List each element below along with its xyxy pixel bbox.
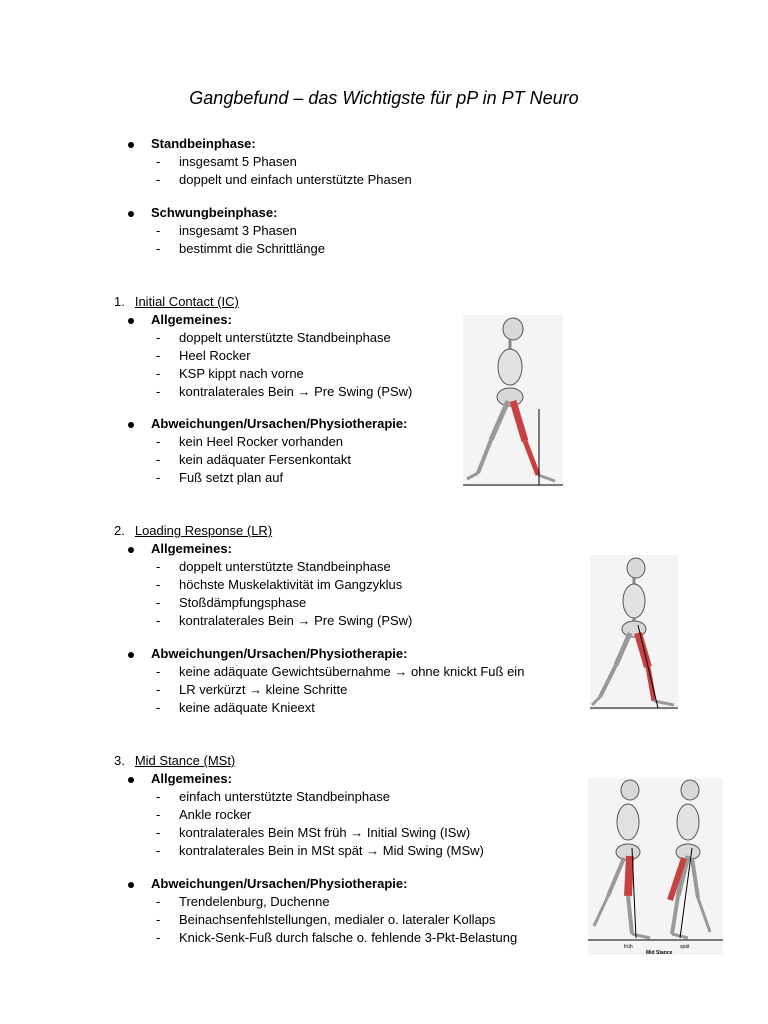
intro-label-swing: Schwungbeinphase:: [151, 205, 278, 220]
deviation-label: Abweichungen/Ursachen/Physiotherapie:: [151, 876, 408, 891]
dash: -: [156, 613, 161, 628]
list-item: Ankle rocker: [179, 807, 252, 822]
dash: -: [156, 825, 161, 840]
list-item: kein Heel Rocker vorhanden: [179, 434, 344, 449]
gait-figure-loading-response: [590, 555, 678, 710]
list-item: doppelt und einfach unterstützte Phasen: [179, 172, 412, 187]
list-item: Heel Rocker: [179, 348, 251, 363]
bullet-dot: [128, 211, 134, 217]
dash: -: [156, 682, 161, 697]
caption-mid-stance: Mid Stance: [646, 950, 673, 955]
bullet-dot: [128, 318, 134, 324]
deviation-label: Abweichungen/Ursachen/Physiotherapie:: [151, 646, 408, 661]
dash: -: [156, 154, 161, 169]
dash: -: [156, 366, 161, 381]
dash: -: [156, 894, 161, 909]
list-item: Fuß setzt plan auf: [179, 470, 284, 485]
general-label: Allgemeines:: [151, 771, 232, 786]
general-label: Allgemeines:: [151, 312, 232, 327]
list-item: höchste Muskelaktivität im Gangzyklus: [179, 577, 403, 592]
list-item: kontralaterales Bein → Pre Swing (PSw): [179, 613, 413, 628]
page-title: Gangbefund – das Wichtigste für pP in PT Neuro: [189, 88, 579, 108]
bullet-dot: [128, 142, 134, 148]
list-item: doppelt unterstützte Standbeinphase: [179, 559, 391, 574]
dash: -: [156, 223, 161, 238]
section-number: 1.: [114, 294, 125, 309]
dash: -: [156, 330, 161, 345]
bullet-dot: [128, 777, 134, 783]
caption-early: früh: [624, 944, 633, 950]
dash: -: [156, 912, 161, 927]
dash: -: [156, 470, 161, 485]
list-item: KSP kippt nach vorne: [179, 366, 304, 381]
dash: -: [156, 807, 161, 822]
list-item: einfach unterstützte Standbeinphase: [179, 789, 391, 804]
list-item: Stoßdämpfungsphase: [179, 595, 307, 610]
list-item: kontralaterales Bein in MSt spät → Mid Swing (MSw): [179, 843, 484, 858]
dash: -: [156, 577, 161, 592]
bullet-dot: [128, 882, 134, 888]
bullet-dot: [128, 422, 134, 428]
section-title: Loading Response (LR): [134, 523, 273, 538]
list-item: kein adäquater Fersenkontakt: [179, 452, 351, 467]
section-heading-2: [114, 522, 272, 540]
section-number: 2.: [114, 523, 125, 538]
caption-late: spät: [680, 944, 690, 950]
general-label: Allgemeines:: [151, 541, 232, 556]
list-item: Knick-Senk-Fuß durch falsche o. fehlende 3-Pkt-Belastung: [179, 930, 518, 945]
dash: -: [156, 434, 161, 449]
dash: -: [156, 700, 161, 715]
dash: -: [156, 452, 161, 467]
section-number: 3.: [114, 753, 125, 768]
section-heading-3: [114, 752, 235, 770]
dash: -: [156, 595, 161, 610]
intro-label-stand: Standbeinphase:: [151, 136, 256, 151]
dash: -: [156, 930, 161, 945]
bullet-dot: [128, 652, 134, 658]
dash: -: [156, 384, 161, 399]
list-item: kontralaterales Bein MSt früh → Initial Swing (ISw): [179, 825, 471, 840]
dash: -: [156, 348, 161, 363]
section-heading-1: [114, 293, 239, 311]
list-item: bestimmt die Schrittlänge: [179, 241, 325, 256]
list-item: Trendelenburg, Duchenne: [179, 894, 330, 909]
dash: -: [156, 843, 161, 858]
dash: -: [156, 789, 161, 804]
dash: -: [156, 241, 161, 256]
list-item: insgesamt 5 Phasen: [179, 154, 297, 169]
list-item: keine adäquate Knieext: [179, 700, 315, 715]
list-item: LR verkürzt → kleine Schritte: [179, 682, 348, 697]
dash: -: [156, 559, 161, 574]
list-item: insgesamt 3 Phasen: [179, 223, 297, 238]
dash: -: [156, 172, 161, 187]
list-item: Beinachsenfehlstellungen, medialer o. lateraler Kollaps: [179, 912, 496, 927]
list-item: doppelt unterstützte Standbeinphase: [179, 330, 391, 345]
gait-figure-mid-stance: [588, 778, 723, 955]
bullet-dot: [128, 547, 134, 553]
list-item: kontralaterales Bein → Pre Swing (PSw): [179, 384, 413, 399]
section-title: Initial Contact (IC): [134, 294, 239, 309]
list-item: keine adäquate Gewichtsübernahme → ohne knickt Fuß ein: [179, 664, 525, 679]
section-title: Mid Stance (MSt): [134, 753, 236, 768]
dash: -: [156, 664, 161, 679]
deviation-label: Abweichungen/Ursachen/Physiotherapie:: [151, 416, 408, 431]
gait-figure-initial-contact: [463, 315, 563, 487]
